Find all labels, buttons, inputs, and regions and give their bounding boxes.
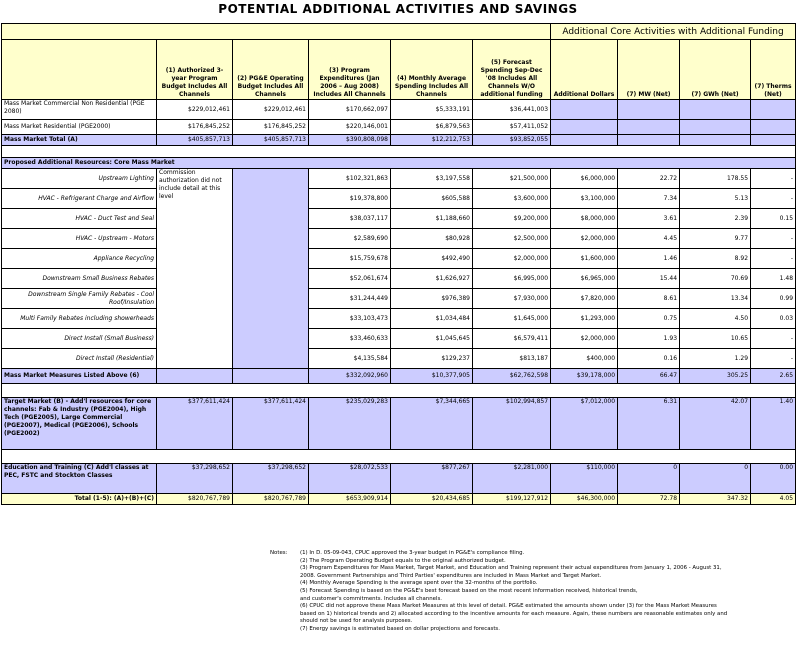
note-line: (4) Monthly Average Spending is the average spent over the 32-months of the portfolio.: [300, 580, 538, 587]
table-row: HVAC - Refrigerant Charge and Airflow $19,378,800 $605,588 $3,600,000 $3,100,000 7.34 5.13 -: [2, 189, 796, 209]
measures-total-row: Mass Market Measures Listed Above (6) $332,092,960 $10,377,905 $62,762,598 $39,178,000 66.47 305.25 2.65: [2, 369, 796, 384]
header-c8: (7) GWh (Net): [680, 40, 751, 100]
header-c6: Additional Dollars: [551, 40, 618, 100]
note-line: (1) In D. 05-09-043, CPUC approved the 3-year budget in PG&E's compliance filing.: [300, 550, 525, 556]
header-c9: (7) Therms (Net): [751, 40, 796, 100]
mass-market-total-row: Mass Market Total (A) $405,857,713 $405,857,713 $390,808,098 $12,212,753 $93,852,055: [2, 135, 796, 146]
banner-additional: Additional Core Activities with Additional Funding: [551, 24, 796, 40]
header-blank: [2, 40, 157, 100]
table-row: Direct Install (Small Business) $33,460,633 $1,045,645 $6,579,411 $2,000,000 1.93 10.65 -: [2, 329, 796, 349]
target-market-row: Target Market (B) - Add'l resources for core channels: Fab & Industry (PGE2004), High Tech (PGE2005), Large Commercial (PGE2007), Medical (PGE2006), Schools (PGE2002) $377,611,424 $377,611,424 $235,029,283 $7,344,665 $102,994,857 $7,012,000 6.31 42.07 1.40: [2, 398, 796, 450]
commission-note: Commission authorization did not include detail at this level: [157, 169, 233, 369]
education-row: Education and Training (C) Add'l classes at PEC, FSTC and Stockton Classes $37,298,652 $37,298,652 $28,072,533 $877,267 $2,281,000 $110,000 0 0 0.00: [2, 464, 796, 494]
header-c3: (3) Program Expenditures (Jan 2006 – Aug 2008) Includes All Channels: [309, 40, 391, 100]
note-line: should not be used for analysis purposes.: [300, 618, 413, 625]
spacer-row: [2, 146, 796, 158]
table-row: HVAC - Duct Test and Seal $38,037,117 $1,188,660 $9,200,000 $8,000,000 3.61 2.39 0.15: [2, 209, 796, 229]
header-c4: (4) Monthly Average Spending Includes All Channels: [391, 40, 473, 100]
banner-spacer: [2, 24, 551, 40]
note-line: (3) Program Expenditures for Mass Market, Target Market, and Education and Training represent their actual expenditures from January 1, 2006 - August 31,: [300, 565, 722, 572]
spacer-row: [2, 450, 796, 464]
note-line: (6) CPUC did not approve these Mass Market Measures at this level of detail. PG&E estimated the amounts shown under (3) for the Mass Market Measures: [300, 603, 717, 610]
header-c5: (5) Forecast Spending Sep-Dec '08 Includes All Channels W/O additional funding: [473, 40, 551, 100]
table-row: Upstream Lighting Commission authorization did not include detail at this level $102,321,863 $3,197,558 $21,500,000 $6,000,000 22.72 178.55 -: [2, 169, 796, 189]
grand-total-row: Total (1-5): (A)+(B)+(C) $820,767,789 $820,767,789 $653,909,914 $20,434,685 $199,127,912 $46,300,000 72.78 347.32 4.05: [2, 494, 796, 505]
note-line: (5) Forecast Spending is based on the PG&E's best forecast based on the most recent information received, historical trends,: [300, 587, 638, 594]
table-row: Appliance Recycling $15,759,678 $492,490 $2,000,000 $1,600,000 1.46 8.92 -: [2, 249, 796, 269]
table-row: Mass Market Commercial Non Residential (PGE 2080) $229,012,461 $229,012,461 $170,662,097 $5,333,191 $36,441,003: [2, 100, 796, 120]
note-line: based on 1) historical trends and 2) allocated according to the incentive amounts for each measure. Again, these numbers are reasonable estimates only and: [300, 610, 728, 617]
note-line: (7) Energy savings is estimated based on dollar projections and forecasts.: [300, 625, 500, 632]
table-row: Multi Family Rebates including showerheads $33,103,473 $1,034,484 $1,645,000 $1,293,000 0.75 4.50 0.03: [2, 309, 796, 329]
spacer-row: [2, 384, 796, 398]
table-row: Downstream Single Family Rebates - Cool Roof/Insulation $31,244,449 $976,389 $7,930,000 $7,820,000 8.61 13.34 0.99: [2, 289, 796, 309]
header-c2: (2) PG&E Operating Budget Includes All Channels: [233, 40, 309, 100]
header-c7: (7) MW (Net): [618, 40, 680, 100]
note-line: (2) The Program Operating Budget equals to the original authorized budget.: [300, 557, 506, 564]
savings-table: [1, 23, 796, 505]
header-row: [2, 40, 796, 100]
notes-label: Notes:: [270, 550, 288, 556]
table-row: Downstream Small Business Rebates $52,061,674 $1,626,927 $6,995,000 $6,965,000 15.44 70.69 1.48: [2, 269, 796, 289]
table-row: Direct Install (Residential) $4,135,584 $129,237 $813,187 $400,000 0.16 1.29 -: [2, 349, 796, 369]
proposed-label-row: Proposed Additional Resources: Core Mass Market: [2, 158, 796, 169]
header-c1: (1) Authorized 3-year Program Budget Includes All Channels: [157, 40, 233, 100]
note-line: and customer's commitments. Includes all channels.: [300, 595, 442, 602]
table-row: Mass Market Residential (PGE2000) $176,845,252 $176,845,252 $220,146,001 $6,879,563 $57,411,052: [2, 120, 796, 135]
note-line: 2008. Government Partnerships and Third Parties' expenditures are included in Mass Market and Target Market.: [300, 572, 602, 579]
page-title: POTENTIAL ADDITIONAL ACTIVITIES AND SAVINGS: [218, 2, 578, 16]
table-row: HVAC - Upstream - Motors $2,589,690 $80,928 $2,500,000 $2,000,000 4.45 9.77 -: [2, 229, 796, 249]
